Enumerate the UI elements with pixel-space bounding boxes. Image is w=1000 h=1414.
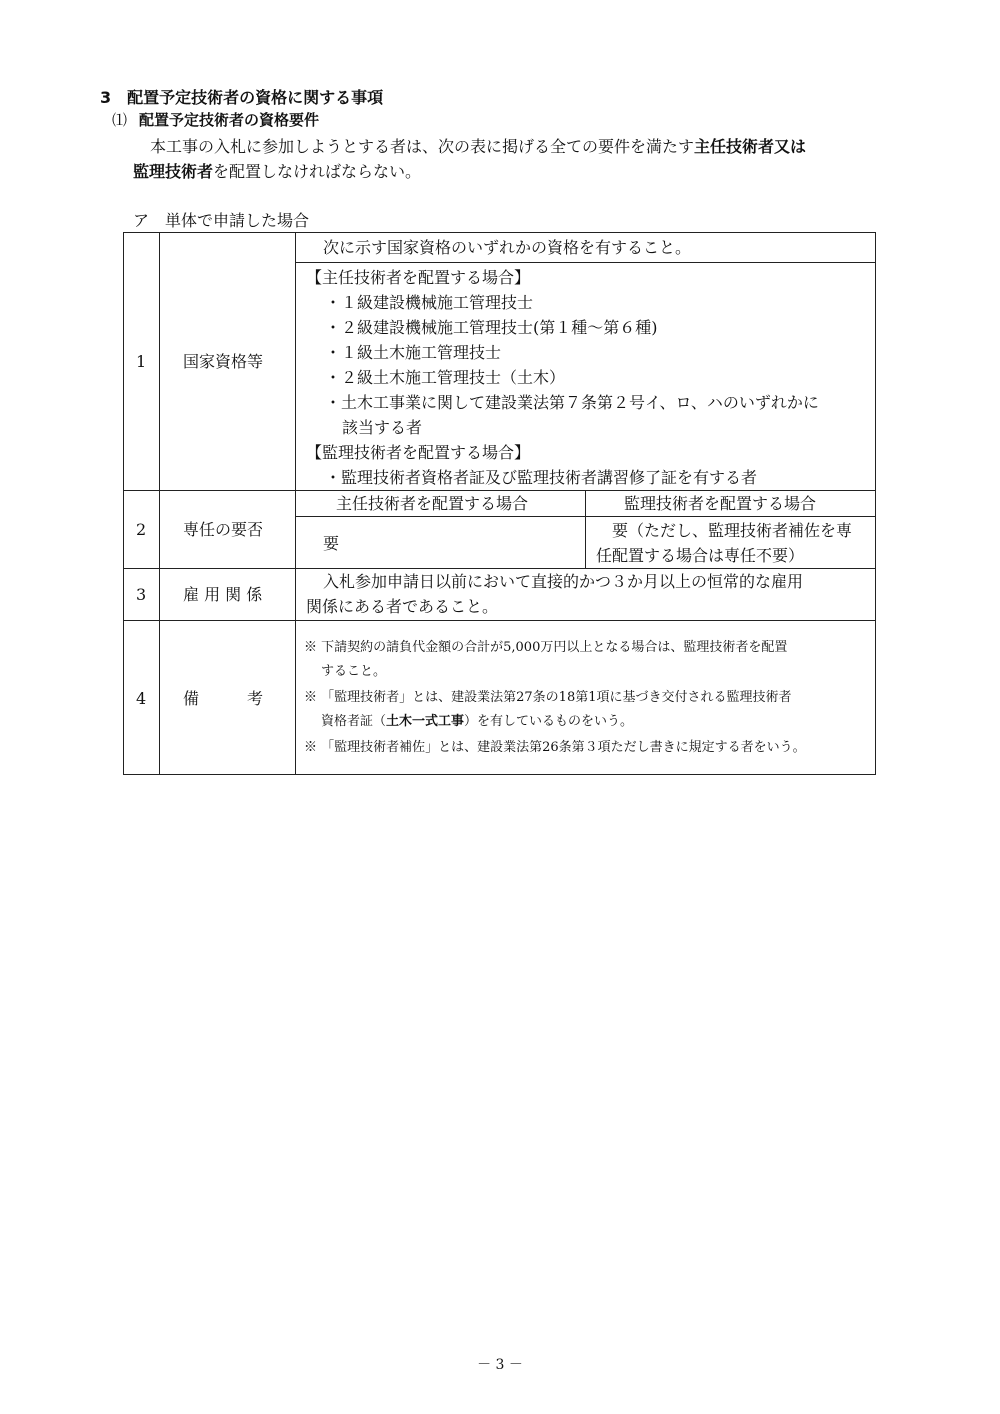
row2-value-right: 任配置する場合は専任不要）: [596, 546, 805, 565]
remark-note: ※ 下請契約の請負代金額の合計が5,000万円以上となる場合は、監理技術者を配置: [304, 640, 788, 655]
row1-line: ・２級建設機械施工管理技士(第１種～第６種): [325, 318, 658, 337]
intro-line-1: [150, 134, 806, 157]
subsection-title: 配置予定技術者の資格要件: [139, 111, 320, 129]
section-heading: 3 配置予定技術者の資格に関する事項: [100, 88, 384, 107]
row-number: 1: [136, 352, 147, 371]
row-number: 4: [136, 689, 147, 708]
remark-bold-text: 土木一式工事: [386, 714, 465, 729]
row1-line: 【監理技術者を配置する場合】: [306, 443, 531, 462]
row-number: 2: [136, 520, 147, 539]
intro-text: 本工事の入札に参加しようとする者は、次の表に掲げる全ての要件を満たす: [150, 137, 695, 156]
intro-bold-text: 主任技術者又は: [694, 137, 807, 156]
row2-value-left: 要: [323, 534, 340, 553]
row-label: 国家資格等: [183, 352, 264, 371]
row1-line: 該当する者: [342, 418, 423, 437]
table-border: [123, 232, 876, 233]
table-divider: [123, 620, 876, 621]
row1-line: ・１級土木施工管理技士: [325, 343, 502, 362]
row1-line: ・１級建設機械施工管理技士: [325, 293, 534, 312]
table-border: [123, 774, 876, 775]
row1-line: ・監理技術者資格者証及び監理技術者講習修了証を有する者: [325, 468, 758, 487]
row1-line: 【主任技術者を配置する場合】: [306, 268, 531, 287]
row1-top-text: 次に示す国家資格のいずれかの資格を有すること。: [323, 238, 692, 257]
remark-note: ※ 「監理技術者補佐」とは、建設業法第26条第３項ただし書きに規定する者をいう。: [304, 740, 806, 755]
remark-note: [321, 709, 633, 734]
row1-line: ・２級土木施工管理技士（土木）: [325, 368, 566, 387]
row1-line: ・土木工事業に関して建設業法第７条第２号イ、ロ、ハのいずれかに: [325, 393, 819, 412]
row2-value-right: 要（ただし、監理技術者補佐を専: [612, 521, 853, 540]
remark-note: すること。: [321, 664, 387, 679]
row2-head-right: 監理技術者を配置する場合: [624, 494, 817, 513]
table-divider: [585, 490, 586, 568]
remark-text: ）を有しているものをいう。: [464, 714, 634, 729]
case-label: ア 単体で申請した場合: [133, 211, 310, 230]
table-border: [875, 232, 876, 775]
table-divider: [295, 232, 296, 775]
row-label: 備 考: [183, 689, 264, 708]
row-label: 雇 用 関 係: [183, 585, 263, 604]
table-border: [123, 232, 124, 775]
subsection-heading: [112, 109, 319, 130]
remark-note: ※ 「監理技術者」とは、建設業法第27条の18第1項に基づき交付される監理技術者: [304, 690, 792, 705]
remark-text: 資格者証（: [321, 714, 387, 729]
table-divider: [295, 262, 876, 263]
row-number: 3: [136, 585, 147, 604]
intro-text: を配置しなければならない。: [213, 162, 422, 181]
row3-text: 入札参加申請日以前において直接的かつ３か月以上の恒常的な雇用: [323, 572, 804, 591]
row-label: 専任の要否: [183, 520, 264, 539]
row3-text: 関係にある者であること。: [306, 597, 499, 616]
intro-line-2: [133, 159, 421, 182]
intro-bold-text: 監理技術者: [133, 162, 214, 181]
table-divider: [159, 232, 160, 775]
row2-head-left: 主任技術者を配置する場合: [336, 494, 529, 513]
page-number: － 3 －: [477, 1357, 523, 1373]
subsection-number: ⑴: [112, 111, 128, 129]
